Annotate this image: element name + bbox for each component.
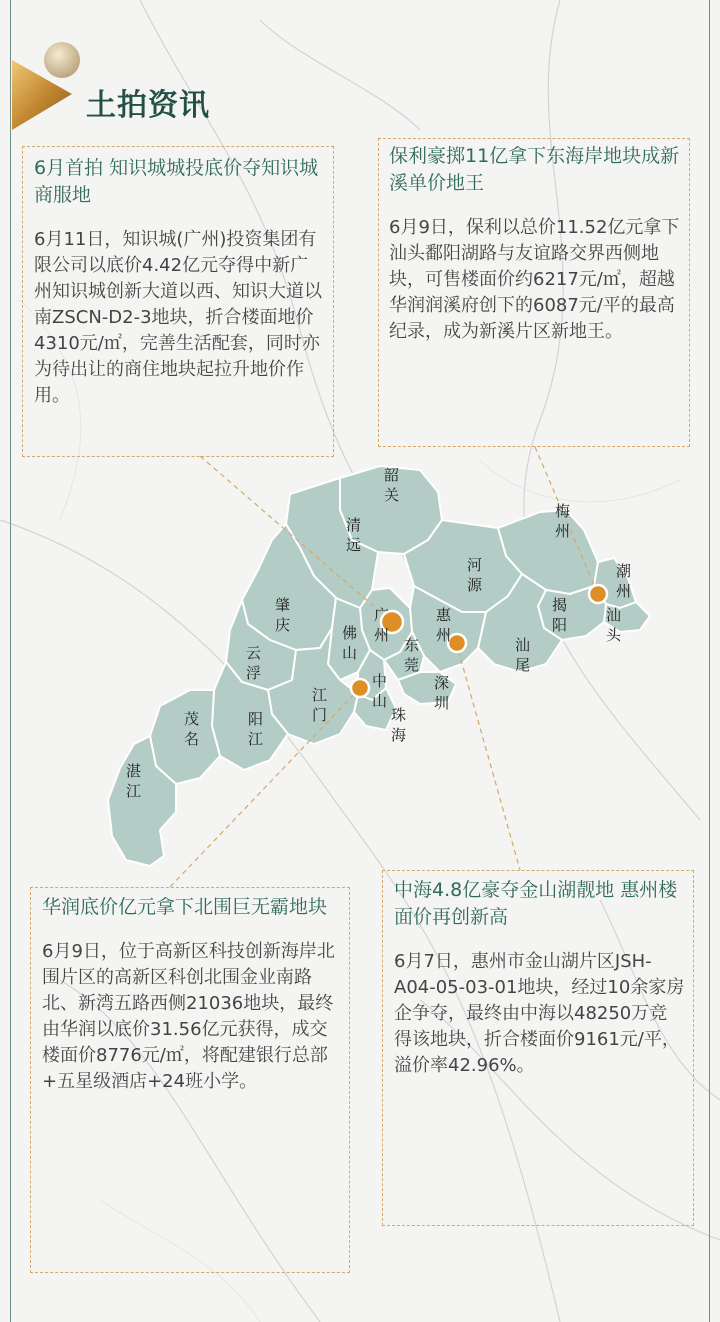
card-body: 6月9日，保利以总价11.52亿元拿下汕头鄱阳湖路与友谊路交界西侧地块，可售楼面价约6217元/㎡，超越华润润溪府创下的6087元/平的最高纪录，成为新溪片区新地王。 bbox=[389, 217, 680, 342]
news-card-cr bbox=[30, 887, 350, 1273]
city-label: 浮 bbox=[246, 664, 262, 682]
city-label: 阳 bbox=[248, 710, 264, 728]
city-label: 深 bbox=[434, 674, 450, 692]
marker-zhongshan bbox=[351, 679, 369, 697]
city-label: 广 bbox=[374, 606, 390, 624]
marker-chaozhou bbox=[589, 585, 607, 603]
city-label: 头 bbox=[606, 626, 622, 644]
city-label: 州 bbox=[374, 626, 390, 644]
card-title: 中海4.8亿豪夺金山湖靓地 惠州楼面价再创新高 bbox=[394, 879, 678, 928]
city-label: 州 bbox=[616, 582, 632, 600]
city-label: 庆 bbox=[275, 616, 291, 634]
city-label: 汕 bbox=[606, 606, 622, 624]
city-label: 梅 bbox=[555, 502, 571, 520]
city-label: 尾 bbox=[515, 656, 531, 674]
city-label: 江 bbox=[126, 782, 142, 800]
news-card-coli bbox=[382, 870, 694, 1226]
city-label: 惠 bbox=[436, 606, 452, 624]
city-label: 关 bbox=[384, 486, 400, 504]
city-label: 云 bbox=[246, 644, 262, 662]
city-label: 名 bbox=[184, 730, 200, 748]
city-label: 州 bbox=[436, 626, 452, 644]
city-label: 珠 bbox=[391, 706, 407, 724]
city-label: 门 bbox=[312, 706, 328, 724]
card-body: 6月11日，知识城(广州)投资集团有限公司以底价4.42亿元夺得中新广州知识城创新大道以西、知识大道以南ZSCN-D2-3地块，折合楼面地价4310元/㎡，完善生活配套，同时亦为待出让的商住地块起拉升地价作用。 bbox=[34, 229, 322, 406]
city-label: 汕 bbox=[515, 636, 531, 654]
page-title: 土拍资讯 bbox=[86, 88, 210, 123]
city-label: 韶 bbox=[384, 466, 400, 484]
city-label: 潮 bbox=[616, 562, 632, 580]
city-label: 清 bbox=[346, 516, 362, 534]
city-label: 江 bbox=[248, 730, 264, 748]
city-label: 揭 bbox=[552, 596, 568, 614]
city-label: 肇 bbox=[275, 596, 291, 614]
card-title: 保利豪掷11亿拿下东海岸地块成新溪单价地王 bbox=[389, 145, 680, 194]
card-title: 华润底价亿元拿下北围巨无霸地块 bbox=[42, 896, 328, 918]
city-label: 河 bbox=[467, 556, 483, 574]
city-label: 莞 bbox=[404, 656, 420, 674]
card-body: 6月7日，惠州市金山湖片区JSH-A04-05-03-01地块，经过10余家房企争夺，最终由中海以48250万竞得该地块，折合楼面价9161元/平，溢价率42.96%。 bbox=[394, 951, 685, 1076]
city-label: 阳 bbox=[552, 616, 568, 634]
city-label: 中 bbox=[372, 672, 388, 690]
card-title: 6月首拍 知识城城投底价夺知识城商服地 bbox=[34, 157, 319, 206]
city-label: 州 bbox=[555, 522, 571, 540]
city-label: 圳 bbox=[434, 694, 450, 712]
city-label: 江 bbox=[312, 686, 328, 704]
news-card-zhishicheng bbox=[22, 146, 334, 457]
city-label: 海 bbox=[391, 726, 407, 744]
city-label: 东 bbox=[404, 636, 420, 654]
card-body: 6月9日，位于高新区科技创新海岸北围片区的高新区科创北围金业南路北、新湾五路西侧21036地块，最终由华润以底价31.56亿元获得，成交楼面价8776元/㎡，将配建银行总部+五星级酒店+24班小学。 bbox=[42, 941, 335, 1092]
city-label: 山 bbox=[342, 644, 358, 662]
city-label: 佛 bbox=[342, 624, 358, 642]
news-card-poly bbox=[378, 138, 690, 447]
city-label: 源 bbox=[467, 576, 483, 594]
city-label: 湛 bbox=[126, 762, 142, 780]
city-label: 远 bbox=[346, 536, 362, 554]
city-label: 山 bbox=[372, 692, 388, 710]
city-label: 茂 bbox=[184, 710, 200, 728]
